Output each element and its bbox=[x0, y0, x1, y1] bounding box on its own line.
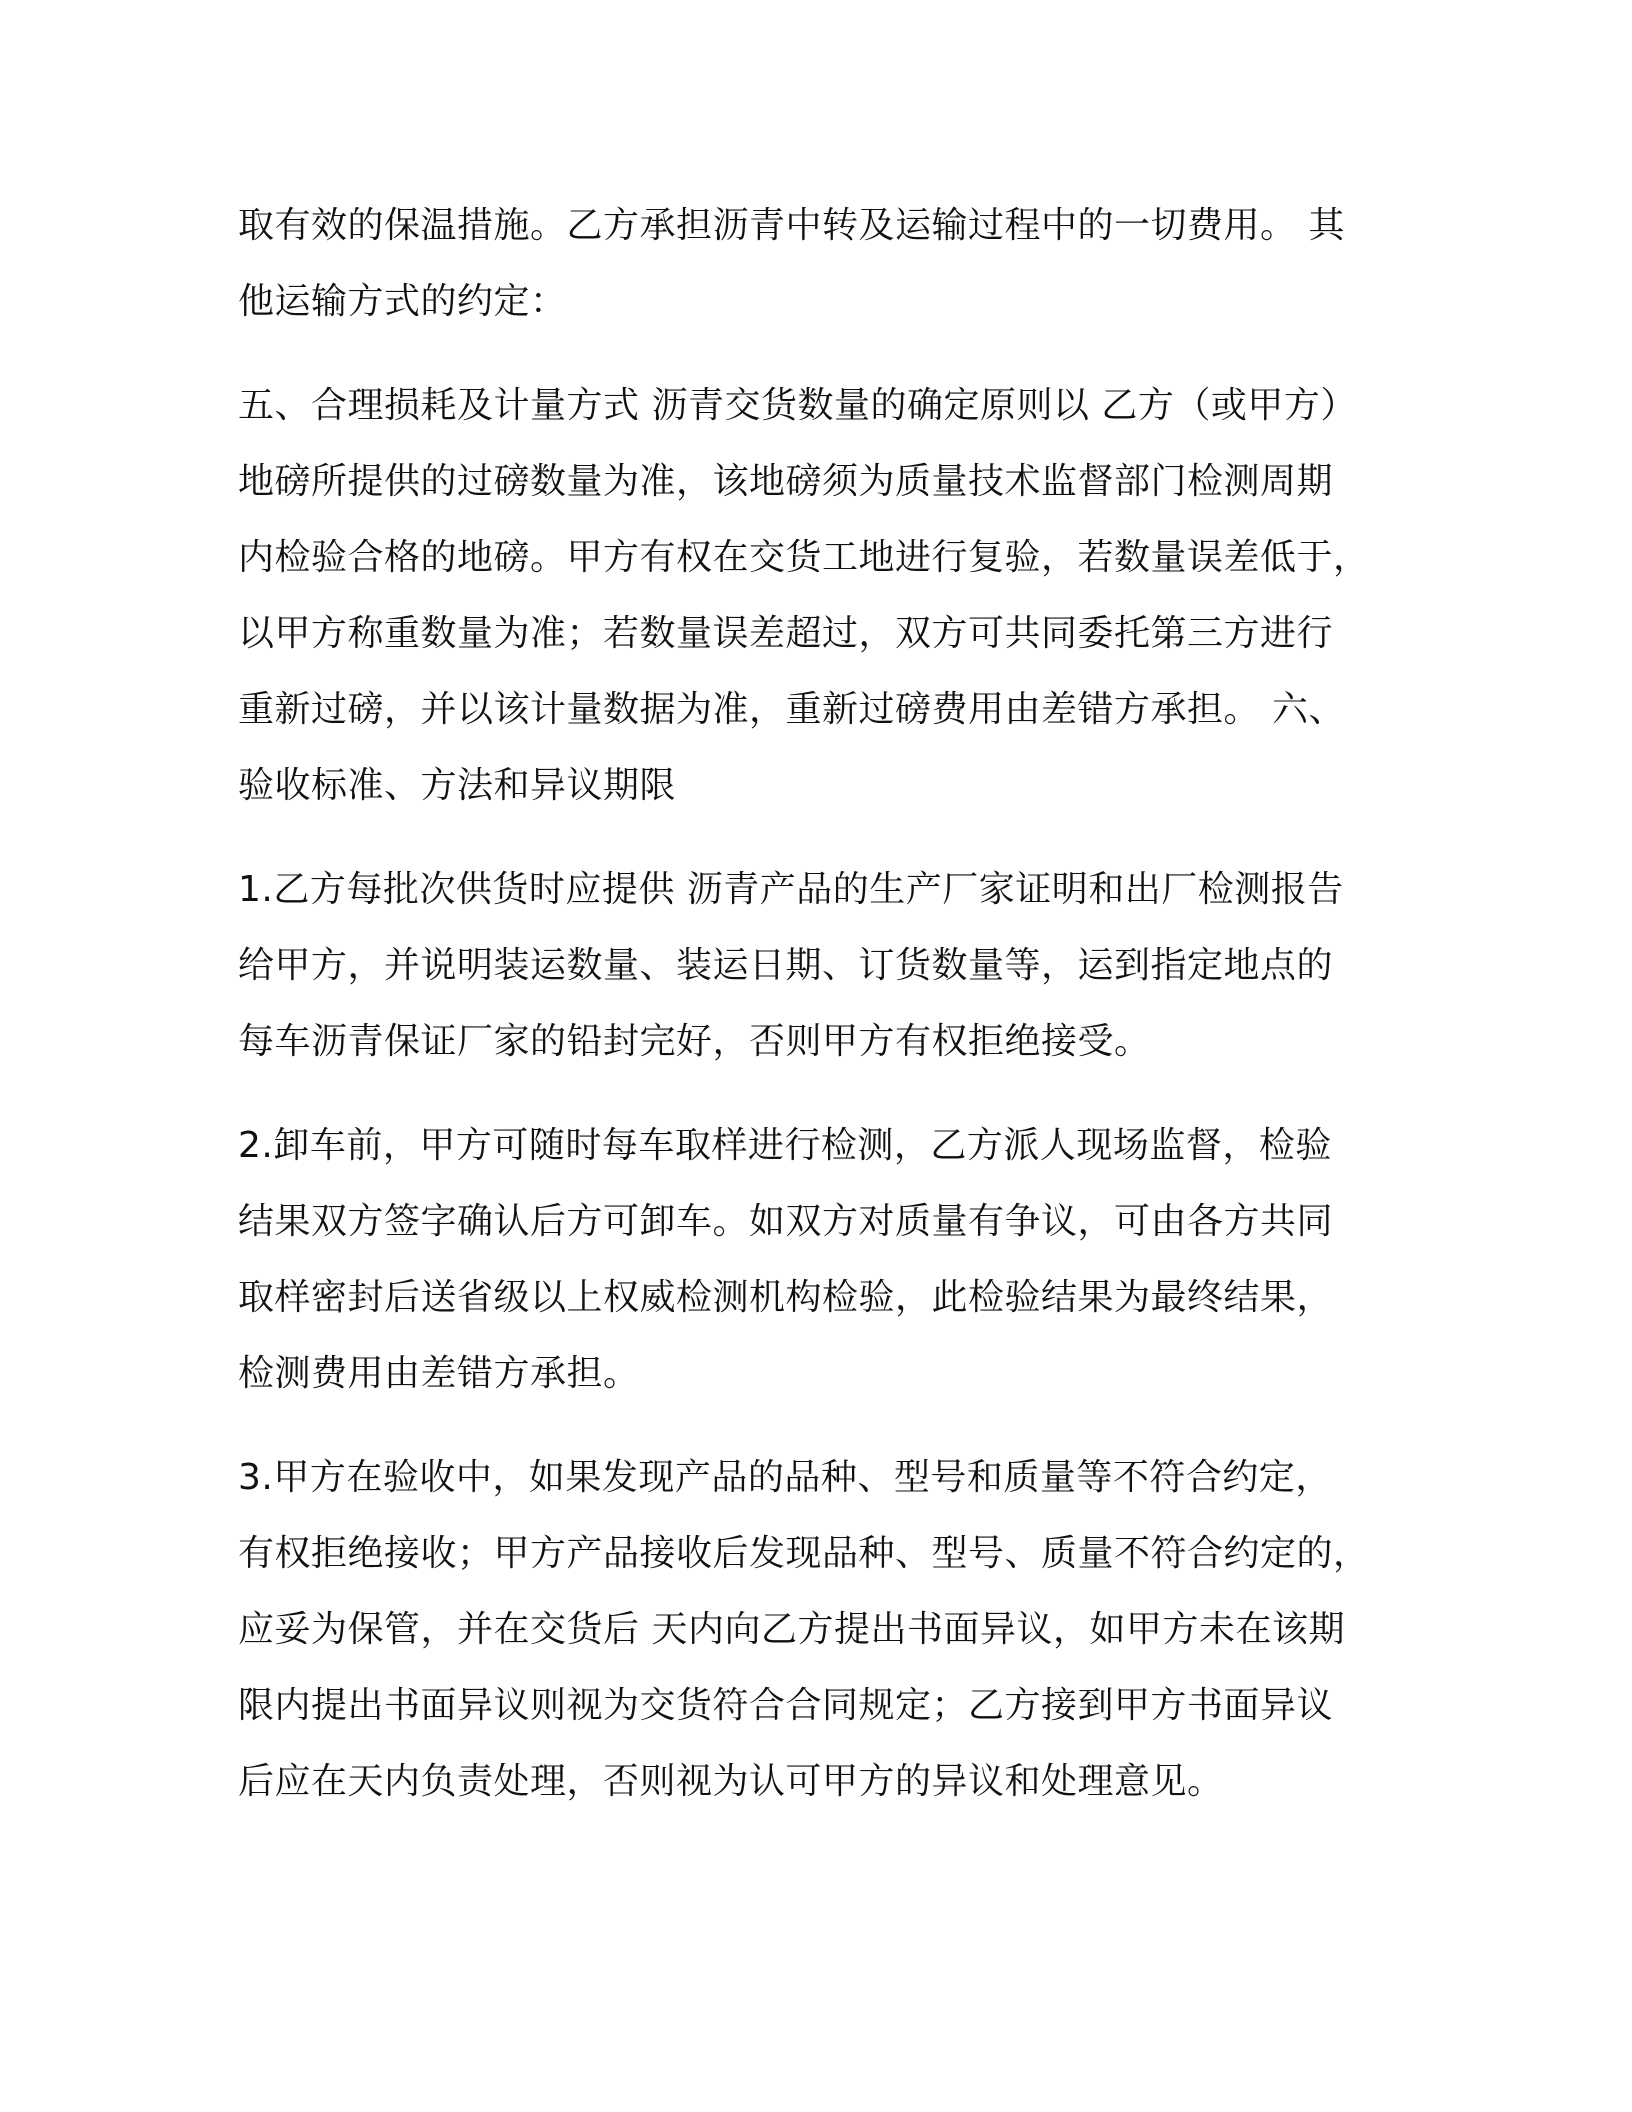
paragraph-item-1 bbox=[238, 852, 1418, 1080]
text-line: 检测费用由差错方承担。 bbox=[238, 1353, 640, 1394]
text-line: 内检验合格的地磅。甲方有权在交货工地进行复验，若数量误差低于， bbox=[238, 537, 1370, 578]
text-line: 每车沥青保证厂家的铅封完好，否则甲方有权拒绝接受。 bbox=[238, 1021, 1151, 1062]
text-line: 取有效的保温措施。乙方承担沥青中转及运输过程中的一切费用。 其 bbox=[238, 205, 1345, 246]
text-line: 取样密封后送省级以上权威检测机构检验，此检验结果为最终结果， bbox=[238, 1277, 1334, 1318]
text-line: 给甲方，并说明装运数量、装运日期、订货数量等，运到指定地点的 bbox=[238, 945, 1334, 986]
text-line: 应妥为保管，并在交货后 天内向乙方提出书面异议，如甲方未在该期 bbox=[238, 1609, 1345, 1650]
document-body bbox=[238, 188, 1418, 1848]
text-line: 以甲方称重数量为准；若数量误差超过，双方可共同委托第三方进行 bbox=[238, 613, 1334, 654]
text-line: 2.卸车前，甲方可随时每车取样进行检测，乙方派人现场监督，检验 bbox=[238, 1125, 1332, 1166]
text-line: 后应在天内负责处理，否则视为认可甲方的异议和处理意见。 bbox=[238, 1761, 1224, 1802]
text-line: 1.乙方每批次供货时应提供 沥青产品的生产厂家证明和出厂检测报告 bbox=[238, 869, 1344, 910]
paragraph-section-five bbox=[238, 368, 1418, 824]
text-line: 限内提出书面异议则视为交货符合合同规定；乙方接到甲方书面异议 bbox=[238, 1685, 1334, 1726]
text-line: 结果双方签字确认后方可卸车。如双方对质量有争议，可由各方共同 bbox=[238, 1201, 1334, 1242]
text-line: 有权拒绝接收；甲方产品接收后发现品种、型号、质量不符合约定的， bbox=[238, 1533, 1370, 1574]
text-line: 重新过磅，并以该计量数据为准，重新过磅费用由差错方承担。 六、 bbox=[238, 689, 1345, 730]
text-line: 验收标准、方法和异议期限 bbox=[238, 765, 677, 806]
text-line: 他运输方式的约定： bbox=[238, 281, 567, 322]
paragraph-item-3 bbox=[238, 1440, 1418, 1820]
text-line: 3.甲方在验收中，如果发现产品的品种、型号和质量等不符合约定， bbox=[238, 1457, 1332, 1498]
text-line: 地磅所提供的过磅数量为准，该地磅须为质量技术监督部门检测周期 bbox=[238, 461, 1334, 502]
paragraph-item-2 bbox=[238, 1108, 1418, 1412]
text-line: 五、合理损耗及计量方式 沥青交货数量的确定原则以 乙方（或甲方） bbox=[238, 385, 1357, 426]
paragraph-transport-cost bbox=[238, 188, 1418, 340]
